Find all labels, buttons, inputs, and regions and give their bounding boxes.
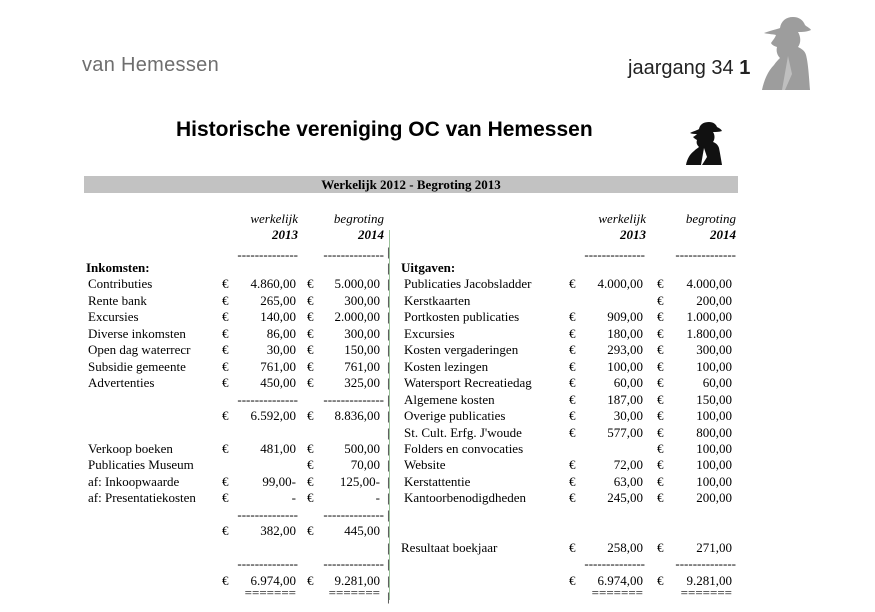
separator-bar: | [387, 292, 390, 308]
expense-value-2013: 72,00 [613, 457, 643, 473]
income-currency-b: € [307, 457, 314, 473]
income-value-2013: 265,00 [260, 292, 296, 308]
expense-row-label: Folders en convocaties [404, 440, 524, 456]
income-value-2014: 5.000,00 [334, 276, 380, 292]
income-currency-a: € [222, 325, 229, 341]
separator-bar: | [387, 457, 390, 473]
income-value-2014: 2.000,00 [334, 309, 380, 325]
income-value-2013: 4.860,00 [250, 276, 296, 292]
expense-total-rule-b: -------------- [675, 556, 736, 572]
income-currency-b: € [307, 292, 314, 308]
expense-col2-heading: begroting [685, 211, 736, 226]
separator-bar: | [387, 260, 390, 275]
income-subtotal2-currency-b: € [307, 523, 314, 539]
income-col2-rule: -------------- [323, 246, 384, 262]
income-col2-heading: begroting [333, 211, 384, 226]
income-double-rule-b: ======= [328, 585, 380, 600]
expense-value-2014: 4.000,00 [686, 276, 732, 292]
expense-currency-b: € [657, 342, 664, 358]
expense-value-2013: 180,00 [607, 325, 643, 341]
expense-currency-a: € [569, 309, 576, 325]
income-value-2014: - [375, 490, 380, 506]
expense-row-label: Website [404, 457, 446, 473]
income-row-label: af: Inkoopwaarde [88, 473, 180, 489]
expense-value-2014: 1.000,00 [686, 309, 732, 325]
result-currency-b: € [657, 539, 664, 555]
expense-value-2013: 245,00 [607, 490, 643, 506]
income-subtotal2-currency-a: € [222, 523, 229, 539]
separator-bar: | [387, 243, 390, 259]
expense-col1-heading: werkelijk [598, 211, 646, 226]
expense-currency-a: € [569, 391, 576, 407]
income-total-rule-b: -------------- [323, 556, 384, 572]
expense-currency-a: € [569, 358, 576, 374]
separator-bar: | [387, 408, 390, 424]
expense-row-label: Overige publicaties [404, 408, 506, 424]
expense-currency-b: € [657, 276, 664, 292]
separator-bar: | [387, 391, 390, 407]
separator-bar: | [387, 358, 390, 374]
income-currency-a: € [222, 358, 229, 374]
income-currency-a: € [222, 490, 229, 506]
income-subtotal2-rule-a: -------------- [237, 506, 298, 522]
income-total-currency-a: € [222, 572, 229, 588]
income-currency-b: € [307, 358, 314, 374]
income-total-rule-a: -------------- [237, 556, 298, 572]
expense-currency-a: € [569, 490, 576, 506]
expense-col1-year: 2013 [620, 227, 646, 242]
income-row-label: Excursies [88, 309, 139, 325]
income-currency-a: € [222, 440, 229, 456]
expense-value-2014: 300,00 [696, 342, 732, 358]
expense-row-label: Watersport Recreatiedag [404, 375, 532, 391]
income-currency-a: € [222, 292, 229, 308]
expense-currency-a: € [569, 276, 576, 292]
result-2013: 258,00 [607, 539, 643, 555]
expense-currency-b: € [657, 473, 664, 489]
expense-value-2013: 4.000,00 [597, 276, 643, 292]
expense-value-2013: 909,00 [607, 309, 643, 325]
expense-double-rule-a: ======= [591, 585, 643, 600]
income-currency-a: € [222, 342, 229, 358]
income-value-2014: 300,00 [344, 325, 380, 341]
income-row-label: Verkoop boeken [88, 440, 173, 456]
expense-row-label: Kosten vergaderingen [404, 342, 519, 358]
income-currency-b: € [307, 325, 314, 341]
separator-bar: | [387, 309, 390, 325]
expense-row-label: Portkosten publicaties [404, 309, 520, 325]
income-subtotal-currency-a: € [222, 408, 229, 424]
income-value-2013: 140,00 [260, 309, 296, 325]
income-value-2014: 500,00 [344, 440, 380, 456]
expense-value-2013: 293,00 [607, 342, 643, 358]
separator-bar: | [387, 572, 390, 588]
income-value-2013: 86,00 [266, 325, 296, 341]
income-value-2014: 70,00 [350, 457, 380, 473]
expense-total-2014: 9.281,00 [686, 572, 732, 588]
income-subtotal2-rule-b: -------------- [323, 506, 384, 522]
expense-currency-a: € [569, 375, 576, 391]
expense-currency-b: € [657, 391, 664, 407]
income-subtotal2-2014: 445,00 [344, 523, 380, 539]
income-value-2014: 125,00- [339, 473, 380, 489]
expense-value-2014: 800,00 [696, 424, 732, 440]
income-value-2014: 150,00 [344, 342, 380, 358]
income-col2-year: 2014 [358, 227, 384, 242]
expense-value-2013: 60,00 [613, 375, 643, 391]
income-currency-b: € [307, 490, 314, 506]
expense-value-2013: 63,00 [613, 473, 643, 489]
expense-value-2013: 30,00 [613, 408, 643, 424]
expense-total-rule-a: -------------- [584, 556, 645, 572]
expense-value-2014: 200,00 [696, 490, 732, 506]
expense-row-label: Excursies [404, 325, 455, 341]
expense-row-label: Publicaties Jacobsladder [404, 276, 532, 292]
separator-bar: | [387, 424, 390, 440]
expense-heading: Uitgaven: [401, 260, 456, 275]
income-value-2014: 761,00 [344, 358, 380, 374]
income-currency-b: € [307, 473, 314, 489]
expense-value-2014: 200,00 [696, 292, 732, 308]
expense-currency-b: € [657, 325, 664, 341]
expense-currency-b: € [657, 292, 664, 308]
header-right [628, 57, 750, 80]
expense-currency-b: € [657, 375, 664, 391]
income-subtotal-2013: 6.592,00 [250, 408, 296, 424]
income-value-2013: 99,00- [262, 473, 296, 489]
income-currency-a: € [222, 473, 229, 489]
header-left: van Hemessen [82, 54, 219, 76]
expense-currency-b: € [657, 424, 664, 440]
income-subtotal-rule-a: -------------- [237, 391, 298, 407]
income-currency-a: € [222, 375, 229, 391]
income-value-2013: 761,00 [260, 358, 296, 374]
expense-value-2014: 1.800,00 [686, 325, 732, 341]
income-value-2013: 30,00 [266, 342, 296, 358]
issue-number: 1 [739, 57, 751, 79]
income-total-2013: 6.974,00 [250, 572, 296, 588]
result-2014: 271,00 [696, 539, 732, 555]
expense-total-currency-a: € [569, 572, 576, 588]
income-subtotal2-2013: 382,00 [260, 523, 296, 539]
income-row-label: Open dag waterrecr [88, 342, 191, 358]
expense-row-label: St. Cult. Erfg. J'woude [404, 424, 522, 440]
separator-bar: | [387, 325, 390, 341]
income-currency-b: € [307, 375, 314, 391]
income-subtotal-2014: 8.836,00 [334, 408, 380, 424]
separator-bar: | [387, 276, 390, 292]
income-currency-b: € [307, 276, 314, 292]
expense-double-rule-b: ======= [680, 585, 732, 600]
income-value-2013: 450,00 [260, 375, 296, 391]
income-row-label: Advertenties [88, 375, 155, 391]
expense-currency-a: € [569, 457, 576, 473]
income-heading: Inkomsten: [86, 260, 150, 275]
income-total-2014: 9.281,00 [334, 572, 380, 588]
expense-value-2014: 100,00 [696, 358, 732, 374]
expense-currency-b: € [657, 309, 664, 325]
income-row-label: Contributies [88, 276, 153, 292]
silhouette-logo-icon [758, 16, 814, 90]
expense-row-label: Kerstattentie [404, 473, 471, 489]
income-currency-b: € [307, 440, 314, 456]
page-title: Historische vereniging OC van Hemessen [176, 118, 593, 141]
income-subtotal-currency-b: € [307, 408, 314, 424]
income-col1-year: 2013 [272, 227, 298, 242]
income-row-label: Subsidie gemeente [88, 358, 186, 374]
expense-currency-a: € [569, 325, 576, 341]
income-subtotal-rule-b: -------------- [323, 391, 384, 407]
income-row-label: Rente bank [88, 292, 147, 308]
expense-value-2014: 100,00 [696, 473, 732, 489]
expense-currency-a: € [569, 408, 576, 424]
result-currency-a: € [569, 539, 576, 555]
separator-bar: | [387, 506, 390, 522]
separator-bar: | [387, 473, 390, 489]
expense-value-2014: 100,00 [696, 457, 732, 473]
expense-row-label: Algemene kosten [404, 391, 495, 407]
income-row-label: af: Presentatiekosten [88, 490, 196, 506]
expense-currency-b: € [657, 408, 664, 424]
expense-currency-b: € [657, 358, 664, 374]
expense-value-2013: 187,00 [607, 391, 643, 407]
income-col1-heading: werkelijk [250, 211, 298, 226]
expense-total-currency-b: € [657, 572, 664, 588]
expense-value-2014: 150,00 [696, 391, 732, 407]
expense-value-2014: 60,00 [702, 375, 732, 391]
separator-bar: | [387, 490, 390, 506]
separator-bar: | [387, 556, 390, 572]
expense-row-label: Kerstkaarten [404, 292, 471, 308]
income-currency-b: € [307, 309, 314, 325]
separator-bar: | [387, 523, 390, 539]
expense-col2-rule: -------------- [675, 246, 736, 262]
separator-bar: | [387, 342, 390, 358]
expense-value-2013: 577,00 [607, 424, 643, 440]
expense-value-2013: 100,00 [607, 358, 643, 374]
expense-col2-year: 2014 [710, 227, 736, 242]
volume-label: jaargang 34 [628, 57, 734, 79]
separator-bar: | [387, 589, 390, 604]
separator-bar: | [387, 375, 390, 391]
expense-value-2014: 100,00 [696, 408, 732, 424]
separator-bar: | [387, 539, 390, 555]
income-value-2013: 481,00 [260, 440, 296, 456]
income-value-2013: - [291, 490, 296, 506]
separator-bar: | [387, 440, 390, 456]
expense-value-2014: 100,00 [696, 440, 732, 456]
result-label: Resultaat boekjaar [401, 539, 498, 555]
income-row-label: Publicaties Museum [88, 457, 194, 473]
expense-currency-b: € [657, 440, 664, 456]
table-banner: Werkelijk 2012 - Begroting 2013 [84, 176, 738, 193]
expense-currency-b: € [657, 457, 664, 473]
income-col1-rule: -------------- [237, 246, 298, 262]
income-value-2014: 325,00 [344, 375, 380, 391]
income-currency-b: € [307, 342, 314, 358]
expense-currency-b: € [657, 490, 664, 506]
income-double-rule-a: ======= [244, 585, 296, 600]
expense-col1-rule: -------------- [584, 246, 645, 262]
income-total-currency-b: € [307, 572, 314, 588]
expense-row-label: Kosten lezingen [404, 358, 489, 374]
income-value-2014: 300,00 [344, 292, 380, 308]
income-currency-a: € [222, 276, 229, 292]
expense-currency-a: € [569, 424, 576, 440]
expense-currency-a: € [569, 342, 576, 358]
expense-total-2013: 6.974,00 [597, 572, 643, 588]
expense-row-label: Kantoorbenodigdheden [404, 490, 527, 506]
expense-currency-a: € [569, 473, 576, 489]
silhouette-small-icon [684, 121, 724, 165]
income-currency-a: € [222, 309, 229, 325]
income-row-label: Diverse inkomsten [88, 325, 186, 341]
